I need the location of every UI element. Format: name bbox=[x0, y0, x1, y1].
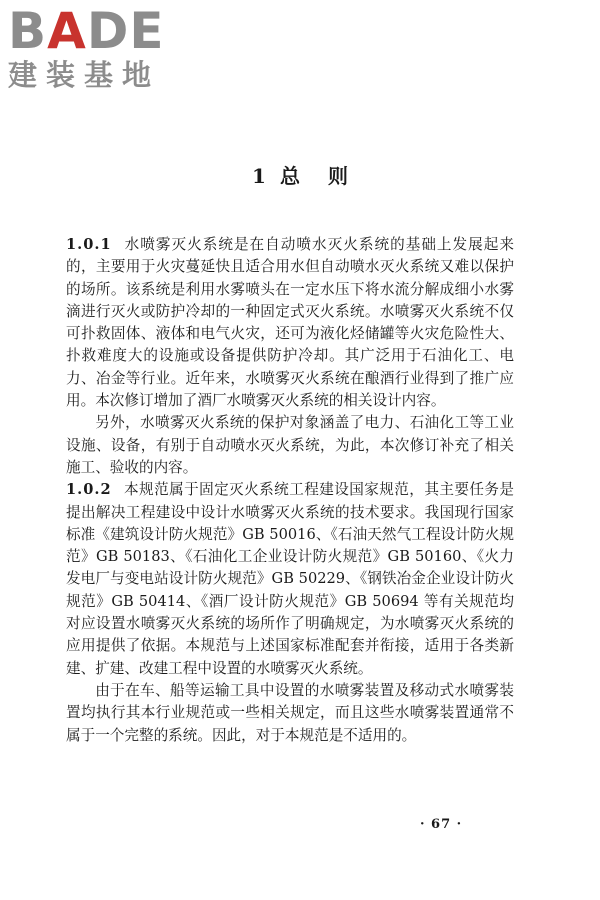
clause-text: 水喷雾灭火系统是在自动喷水灭火系统的基础上发展起来的，主要用于火灾蔓延快且适合用水但自动喷水灭火系统又难以保护的场所。该系统是利用水雾喷头在一定水压下将水流分解成细小水雾滴进行灭火或防护冷却的一种固定式灭火系统。水喷雾灭火系统不仅可扑救固体、液体和电气火灾，还可为液化烃储罐等火灾危险性大、扑救难度大的设施或设备提供防护冷却。其广泛用于石油化工、电力、冶金等行业。近年来，水喷雾灭火系统在酿酒行业得到了推广应用。本次修订增加了酒厂水喷雾灭火系统的相关设计内容。 bbox=[66, 236, 514, 410]
page-number: · 67 · bbox=[420, 817, 463, 832]
logo-wordmark bbox=[8, 2, 178, 60]
chapter-number: 1 bbox=[252, 164, 266, 188]
clause-number: 1.0.2 bbox=[66, 481, 112, 499]
body-paragraph: 另外，水喷雾灭火系统的保护对象涵盖了电力、石油化工等工业设施、设备，有别于自动喷水灭火系统，为此，本次修订补充了相关施工、验收的内容。 bbox=[66, 414, 514, 476]
clause-number: 1.0.1 bbox=[66, 236, 112, 253]
watermark-logo bbox=[8, 2, 178, 92]
logo-letters-de: DE bbox=[86, 2, 165, 60]
logo-subtitle: 建装基地 bbox=[8, 58, 161, 92]
clause-paragraph bbox=[66, 234, 514, 412]
document-body bbox=[66, 234, 514, 747]
logo-letter-b: B bbox=[8, 2, 48, 60]
logo-letter-a: A bbox=[47, 2, 87, 60]
body-paragraph: 由于在车、船等运输工具中设置的水喷雾装置及移动式水喷雾装置均执行其本行业规范或一些相关规定，而且这些水喷雾装置通常不属于一个完整的系统。因此，对于本规范是不适用的。 bbox=[66, 681, 514, 744]
chapter-title-part1: 总 bbox=[279, 164, 300, 188]
clause-text: 本规范属于固定灭火系统工程建设国家规范，其主要任务是提出解决工程建设中设计水喷雾灭火系统的技术要求。我国现行国家标准《建筑设计防火规范》GB 50016、《石油天然气工程设计防火规范》GB 50183、《石油化工企业设计防火规范》GB 50160、《火力发电厂与变电站设计防火规范》GB 50229、《钢铁冶金企业设计防火规范》GB 50414、《酒厂设计防火规范》GB 50694 等有关规范均对应设置水喷雾灭火系统的场所作了明确规定，为水喷雾灭火系统的应用提供了依据。本规范与上述国家标准配套并衔接，适用于各类新建、扩建、改建工程中设置的水喷雾灭火系统。 bbox=[66, 481, 514, 677]
chapter-heading bbox=[0, 160, 600, 189]
chapter-title-part2: 则 bbox=[327, 164, 348, 188]
clause-paragraph bbox=[66, 479, 514, 680]
